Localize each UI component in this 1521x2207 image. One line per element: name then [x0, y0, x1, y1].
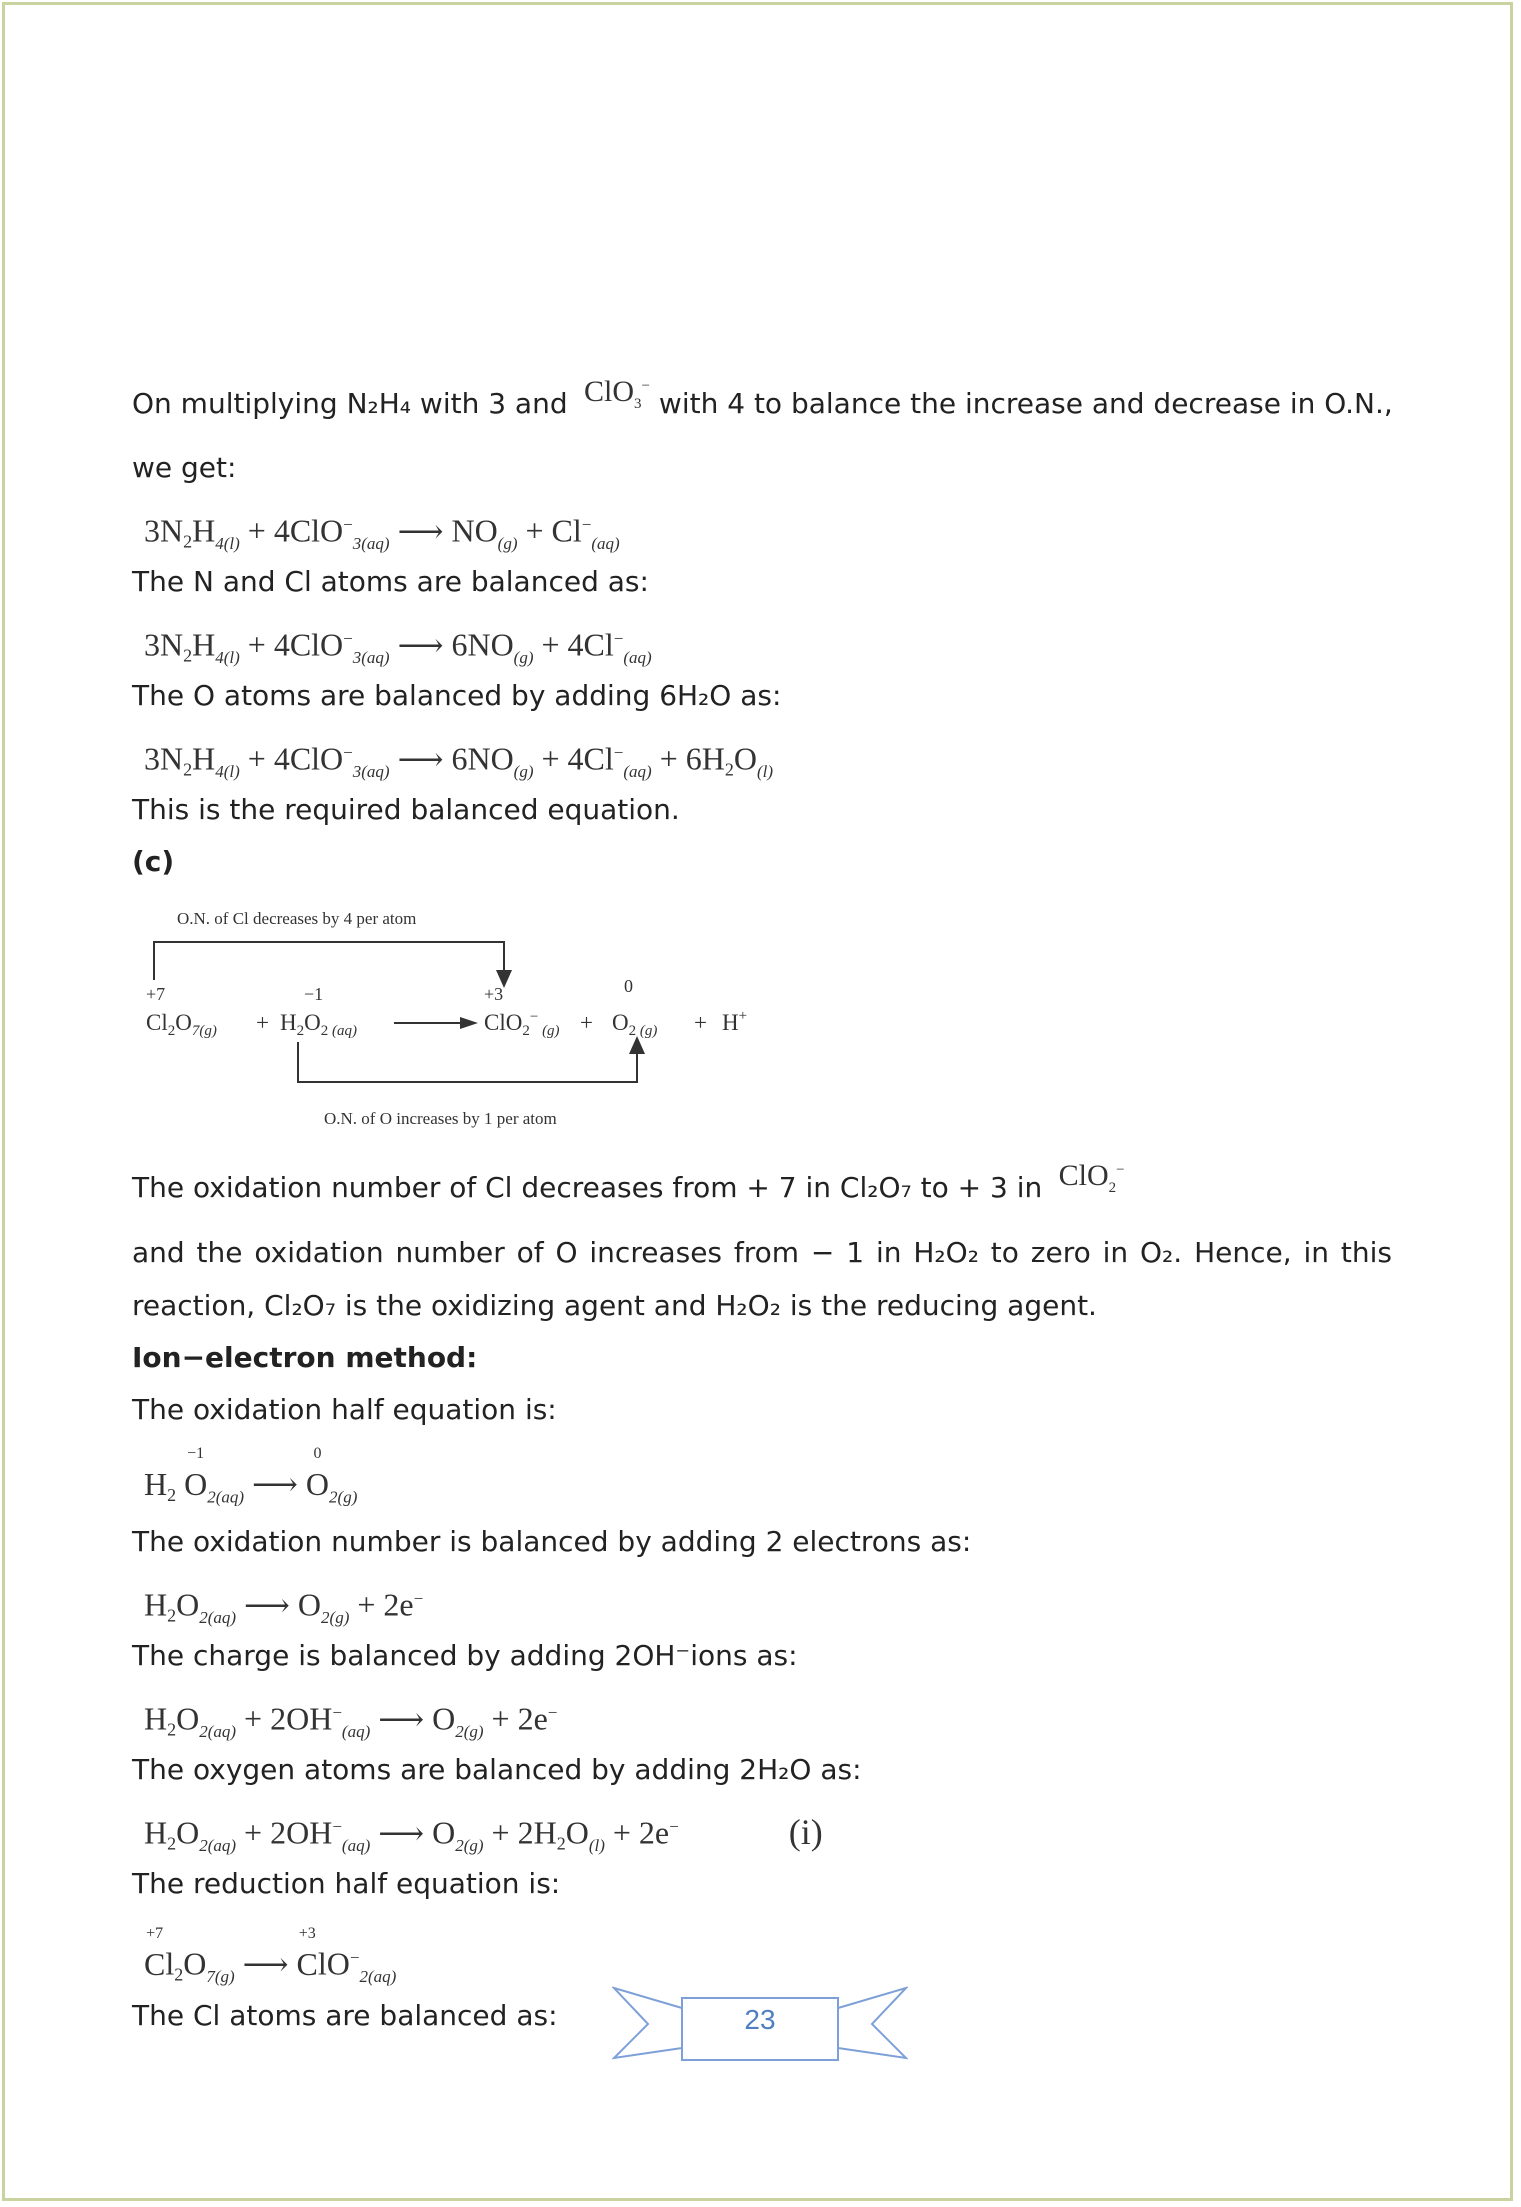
equation-oxidation-half: $H_2$ O −1 $_{2(aq)}$ ⟶ O 0 $_{2(g)}$ [144, 1445, 358, 1507]
explain-paragraph: and the oxidation number of O increases from − 1 in H₂O₂ to zero in O₂. Hence, in this reaction, Cl₂O₇ is the oxidizing agent and H₂O₂ is the reducing agent. [132, 1236, 1392, 1322]
equation-reduction-half: C +7 $l_2O_{7(g)}$ ⟶ C +3 $lO^-_{2(aq)}$ [144, 1924, 397, 1987]
charge-balanced-text: The charge is balanced by adding 2OH⁻ions as: [132, 1639, 798, 1672]
reaction-h-plus: H+ [722, 1008, 748, 1035]
intro-line-2: we get: [132, 451, 237, 484]
oxygen-balanced-text: The oxygen atoms are balanced by adding 2H₂O as: [132, 1753, 862, 1786]
equation-electrons: $H_2O_{2(aq)}$ ⟶ $O_{2(g)} + 2e^-$ [144, 1586, 424, 1628]
n-cl-balanced-text: The N and Cl atoms are balanced as: [132, 565, 649, 598]
intro-text-start: On multiplying N₂H₄ with 3 and [132, 387, 568, 420]
page-number-ribbon [612, 1986, 908, 2066]
equation-tag-i: (i) [788, 1811, 823, 1852]
reaction-clo2: ClO$_2$− $_{(g)}$ [484, 1009, 560, 1039]
reaction-o2: $O_2$ (g) [612, 1010, 658, 1039]
ox-o2-label: 0 [624, 976, 633, 996]
equation-oxygen: $H_2O_{2(aq)} + 2OH^-_{(aq)}$ ⟶ $O_{2(g)} + 2H_2O_{(l)} + 2e^-$ (i) [144, 1811, 823, 1856]
equation-2: $3N_2H_{4(l)} + 4ClO^-_{3(aq)}$ ⟶ $6NO_{(g)} + 4Cl^-_{(aq)}$ [144, 626, 652, 668]
on-balanced-text: The oxidation number is balanced by adding 2 electrons as: [132, 1525, 972, 1558]
reaction-h2o2: $H_2O_2$ (aq) [280, 1010, 357, 1039]
o-balanced-text: The O atoms are balanced by adding 6H₂O as: [132, 679, 782, 712]
intro-line-1 [132, 372, 1392, 442]
page-number: 23 [744, 2004, 776, 2035]
clo2-ion-inline: ClO$_2$− [1051, 1159, 1125, 1196]
reaction-arrowhead [460, 1017, 478, 1029]
ion-method-heading: Ion−electron method: [132, 1341, 478, 1374]
ox-clo2-label: +3 [484, 984, 504, 1004]
top-bracket-line [154, 942, 504, 980]
explain-text-start: The oxidation number of Cl decreases from + 7 in Cl₂O₇ to + 3 in [132, 1171, 1043, 1204]
explain-line-1 [132, 1156, 1392, 1226]
reaction-plus-2: + [580, 1010, 593, 1035]
bottom-bracket-line [298, 1042, 637, 1082]
diagram-bottom-label: O.N. of O increases by 1 per atom [324, 1109, 557, 1128]
reaction-plus-3: + [694, 1010, 707, 1035]
reaction-plus-1: + [256, 1010, 269, 1035]
oxidation-half-text: The oxidation half equation is: [132, 1393, 557, 1426]
intro-text-end: with 4 to balance the increase and decrease in O.N., [658, 387, 1393, 420]
page-content [132, 372, 1392, 2042]
part-c-label: (c) [132, 845, 175, 878]
ox-cl-label: +7 [146, 984, 166, 1004]
equation-3: $3N_2H_{4(l)} + 4ClO^-_{3(aq)}$ ⟶ $6NO_{(g)} + 4Cl^-_{(aq)} + 6H_2O_{(l)}$ [144, 740, 774, 782]
equation-1: $3N_2H_{4(l)} + 4ClO^-_{3(aq)}$ ⟶ $NO_{(g)} + Cl^-_{(aq)}$ [144, 512, 620, 554]
cl-balanced-text: The Cl atoms are balanced as: [132, 1999, 558, 2032]
oxidation-number-diagram [132, 892, 772, 1142]
required-text: This is the required balanced equation. [132, 793, 680, 826]
ox-h2o2-label: −1 [304, 984, 324, 1004]
reduction-half-text: The reduction half equation is: [132, 1867, 561, 1900]
diagram-top-label: O.N. of Cl decreases by 4 per atom [177, 909, 417, 928]
clo3-ion-inline: ClO$_3$− [576, 375, 651, 412]
equation-charge: $H_2O_{2(aq)} + 2OH^-_{(aq)}$ ⟶ $O_{2(g)} + 2e^-$ [144, 1700, 558, 1742]
reaction-cl2o7: $Cl_2O_{7(g)}$ [146, 1010, 217, 1039]
